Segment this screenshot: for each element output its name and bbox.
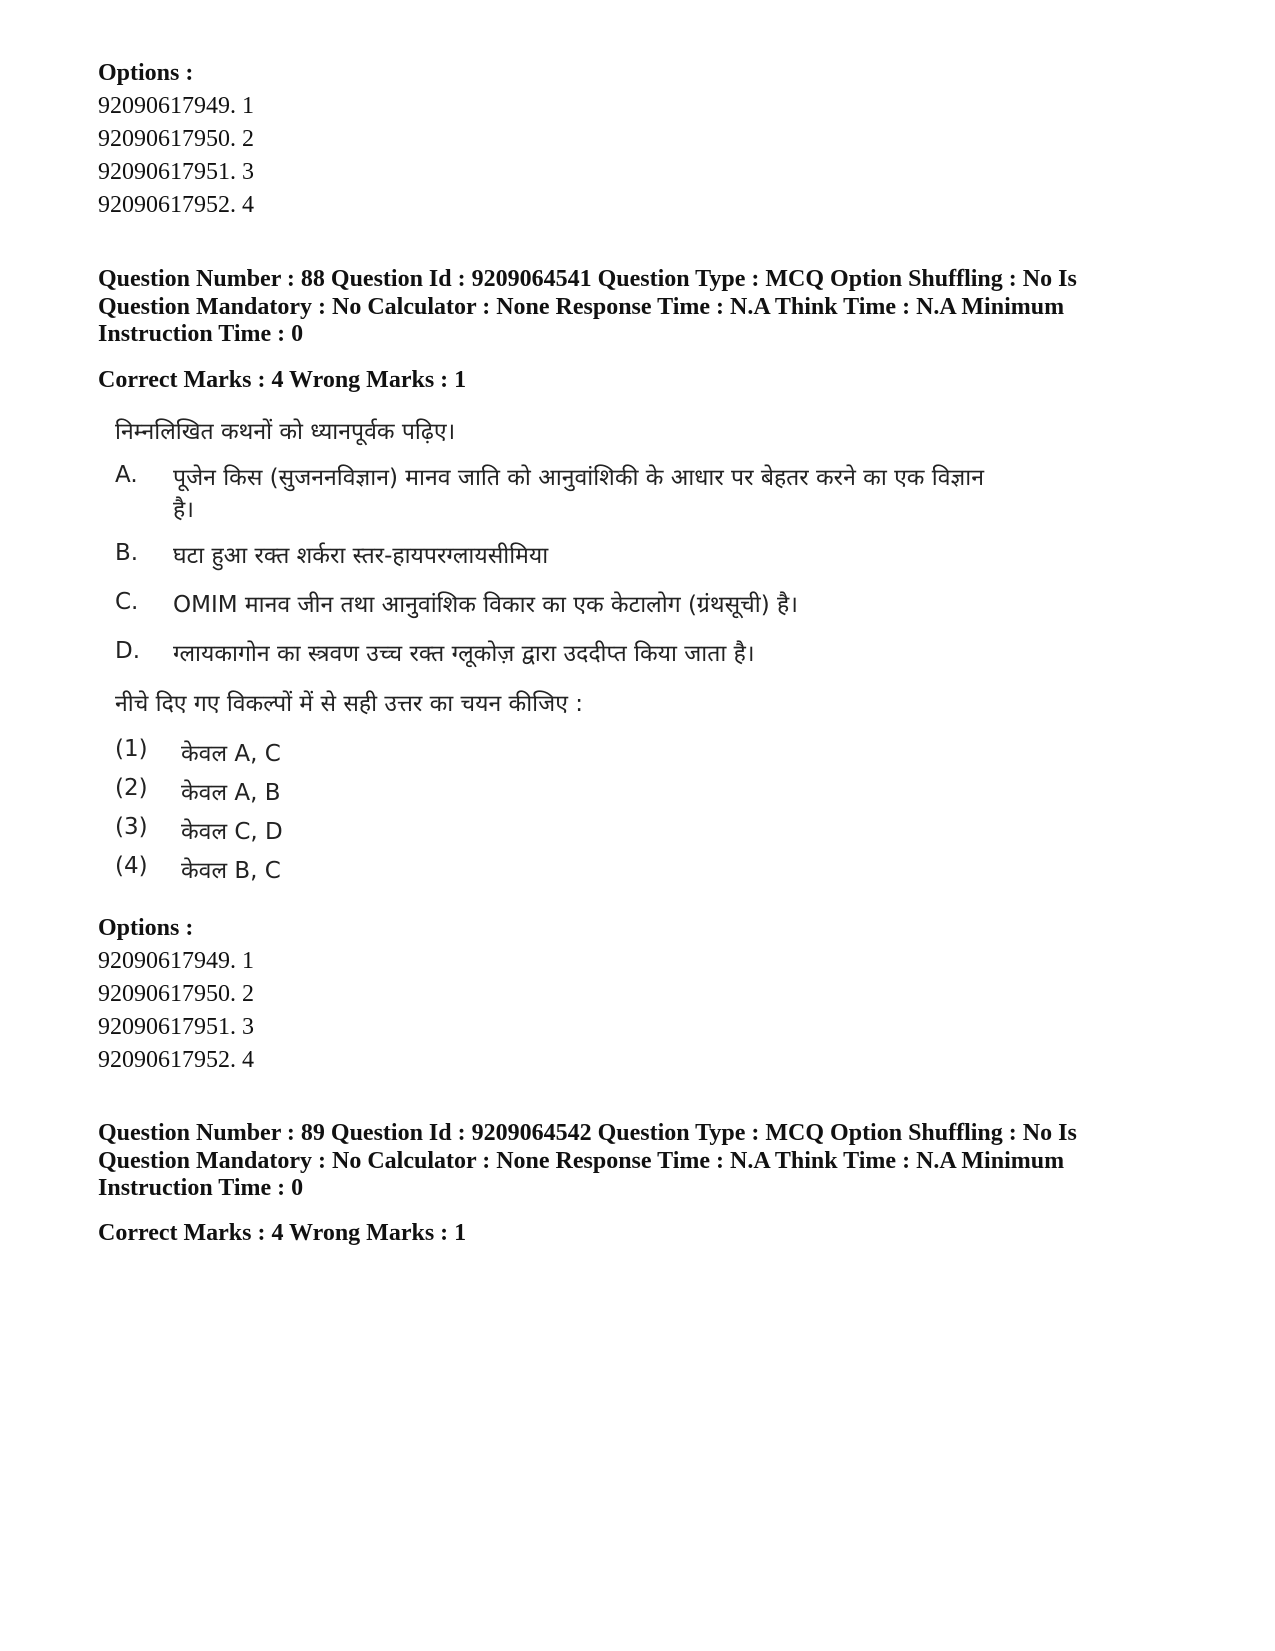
option-line: 92090617950. 2 [98, 126, 254, 152]
option-line: 92090617949. 1 [98, 93, 254, 119]
question-88-options [98, 912, 1208, 1077]
option-line: 92090617950. 2 [98, 981, 254, 1007]
options-heading: Options : [98, 915, 194, 941]
meta-line: Instruction Time : 0 [98, 1175, 304, 1201]
choice-number: (2) [115, 775, 148, 801]
statement-text: पूजेन किस (सुजननविज्ञान) मानव जाति को आनुवांशिकी के आधार पर बेहतर करने का एक विज्ञान है। [173, 465, 984, 523]
question-88-meta [98, 266, 1208, 349]
choice-text: केवल A, B [181, 780, 281, 806]
meta-line: Question Number : 89 Question Id : 9209064542 Question Type : MCQ Option Shuffling : No Is [98, 1120, 1077, 1146]
choice-text: केवल C, D [181, 819, 283, 845]
statement-text: OMIM मानव जीन तथा आनुवांशिक विकार का एक केटालोग (ग्रंथसूची) है। [173, 592, 798, 618]
statement-label: B. [115, 540, 139, 566]
choice-text: केवल A, C [181, 741, 281, 767]
choice-number: (1) [115, 736, 148, 762]
statement-label: A. [115, 462, 138, 488]
question-intro: निम्नलिखित कथनों को ध्यानपूर्वक पढ़िए। [115, 419, 456, 445]
meta-line: Question Mandatory : No Calculator : None Response Time : N.A Think Time : N.A Minimum [98, 1147, 1065, 1174]
choice-number: (3) [115, 814, 148, 840]
top-options-block [98, 57, 1208, 222]
meta-line: Instruction Time : 0 [98, 321, 304, 347]
options-heading: Options : [98, 60, 194, 86]
marks-line: Correct Marks : 4 Wrong Marks : 1 [98, 1220, 467, 1246]
option-line: 92090617951. 3 [98, 159, 254, 185]
question-88-body [115, 412, 1015, 892]
option-line: 92090617951. 3 [98, 1014, 254, 1040]
statement-text: ग्लायकागोन का स्त्रवण उच्च रक्त ग्लूकोज़ द्वारा उददीप्त किया जाता है। [173, 641, 755, 667]
marks-line: Correct Marks : 4 Wrong Marks : 1 [98, 367, 467, 393]
choice-text: केवल B, C [181, 858, 281, 884]
question-88-marks [98, 364, 1208, 397]
meta-line: Question Number : 88 Question Id : 9209064541 Question Type : MCQ Option Shuffling : No Is [98, 266, 1077, 292]
meta-line: Question Mandatory : No Calculator : None Response Time : N.A Think Time : N.A Minimum [98, 293, 1065, 320]
option-line: 92090617949. 1 [98, 948, 254, 974]
question-instruction: नीचे दिए गए विकल्पों में से सही उत्तर का चयन कीजिए : [115, 691, 583, 717]
choice-number: (4) [115, 853, 148, 879]
option-line: 92090617952. 4 [98, 1047, 254, 1073]
statement-label: D. [115, 638, 141, 664]
option-line: 92090617952. 4 [98, 192, 254, 218]
statement-label: C. [115, 589, 139, 615]
question-89-meta [98, 1120, 1208, 1203]
question-89-marks [98, 1217, 1208, 1250]
statement-text: घटा हुआ रक्त शर्करा स्तर-हायपरग्लायसीमिया [173, 543, 549, 569]
